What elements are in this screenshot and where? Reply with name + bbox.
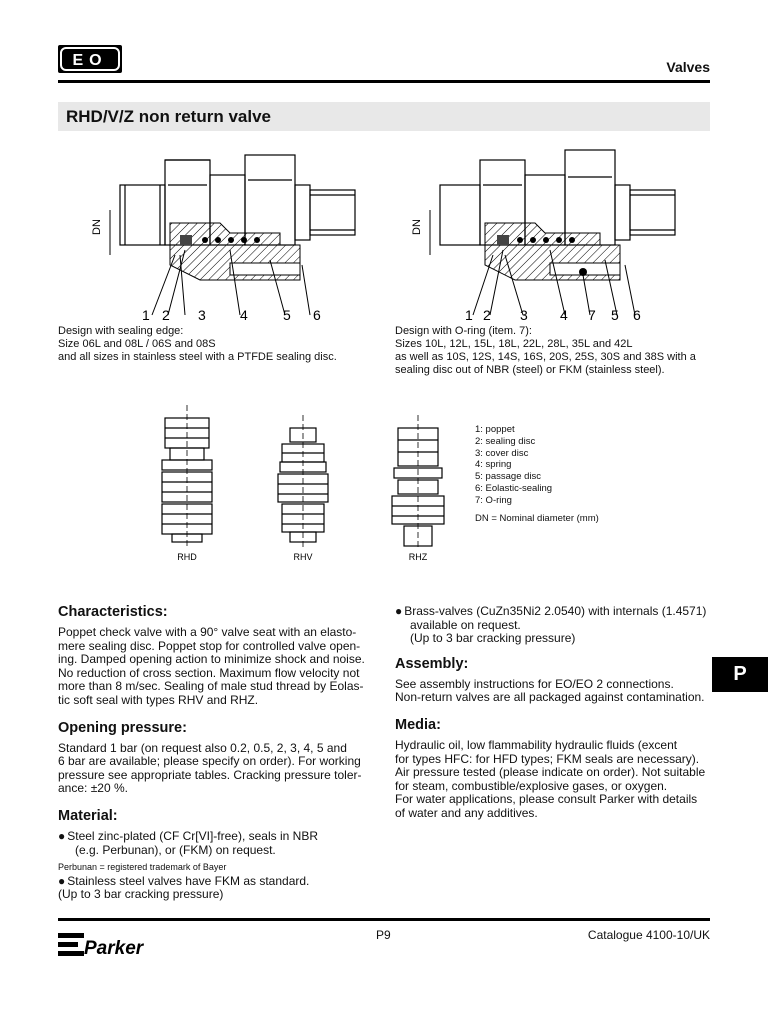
eo-logo-text: EO — [72, 52, 108, 69]
header-rule — [58, 80, 710, 83]
legend-item: 3: cover disc — [475, 447, 529, 459]
caption-sealing-edge: Design with sealing edge: Size 06L and 08L / 06S and 08S and all sizes in stainless steel with a PTFDE sealing disc. — [58, 325, 337, 363]
variant-rhv-drawing — [278, 415, 328, 548]
callout-3-left: 3 — [198, 307, 206, 323]
callout-3-right: 3 — [520, 307, 528, 323]
variant-label-rhv: RHV — [293, 552, 313, 562]
media-text: Hydraulic oil, low flammability hydraulic fluids (excent for types HFC: for HFD types; FKM seals are necessary). Air pressure tested (please indicate on order). Not suitable for steam, combustible/explosive gases, or oxygen. For water applications, please consult Parker with details of water and any additives. — [395, 737, 706, 820]
header-category: Valves — [666, 59, 710, 75]
eo-logo — [58, 45, 122, 73]
callout-7-right: 7 — [588, 307, 596, 323]
variant-drawings — [150, 400, 450, 575]
parker-logo — [58, 930, 150, 967]
heading-assembly: Assembly: — [395, 655, 469, 672]
opening-pressure-text: Standard 1 bar (on request also 0.2, 0.5, 2, 3, 4, 5 and 6 bar are available; please specify on order). For working pressure see appropriate tables. Cracking pressure toler- ance: ±20 %. — [58, 740, 362, 796]
heading-media: Media: — [395, 716, 441, 733]
perbunan-footnote: Perbunan = registered trademark of Bayer — [58, 862, 227, 873]
page-number: P9 — [376, 928, 391, 942]
legend-item: 6: Eolastic-sealing — [475, 482, 553, 494]
callout-5-right: 5 — [611, 307, 619, 323]
legend-item: 2: sealing disc — [475, 435, 536, 447]
left-column — [58, 604, 374, 902]
legend-item: 4: spring — [475, 459, 512, 471]
legend-item: 1: poppet — [475, 424, 515, 435]
heading-opening-pressure: Opening pressure: — [58, 719, 187, 736]
parker-logo-text: Parker — [84, 938, 144, 959]
callout-1-left: 1 — [142, 307, 150, 323]
footer-rule — [58, 918, 710, 921]
caption-o-ring: Design with O-ring (item. 7): Sizes 10L, 12L, 15L, 18L, 22L, 28L, 35L and 42L as well as 10S, 12S, 14S, 16S, 20S, 25S, 30S and 38S with a sealing disc out of NBR (steel) or FKM (stainless steel). — [395, 325, 696, 376]
legend-item: 7: O-ring — [475, 494, 512, 506]
legend-item: 5: passage disc — [475, 471, 542, 483]
material-text: ● Steel zinc-plated (CF Cr[VI]-free), seals in NBR (e.g. Perbunan), or (FKM) on request. Perbunan = registered trademark of Bayer ● Stainless steel valves have FKM as standard. (Up to 3 bar cracking pressure) — [58, 830, 374, 902]
heading-characteristics: Characteristics: — [58, 604, 168, 620]
callout-5-left: 5 — [283, 307, 291, 323]
page-title: RHD/V/Z non return valve — [66, 107, 271, 126]
catalogue-number: Catalogue 4100-10/UK — [587, 928, 710, 942]
callout-4-left: 4 — [240, 307, 248, 323]
material-bullet-1: ● Steel zinc-plated (CF Cr[VI]-free), seals in NBR — [58, 830, 374, 844]
callout-2-left: 2 — [162, 307, 170, 323]
assembly-text: See assembly instructions for EO/EO 2 connections. Non-return valves are all packaged against contamination. — [395, 676, 705, 705]
characteristics-text: Poppet check valve with a 90° valve seat with an elasto- mere sealing disc. Poppet stop for controlled valve open- ing. Damped opening action to minimize shock and noise. No reduction of cross section. Maximum flow velocity not more than 8 m/sec. Sealing of male stud thread by Eolas- tic soft seal with types RHV and RHZ. — [58, 625, 365, 707]
brass-bullet: ● Brass-valves (CuZn35Ni2 2.0540) with internals (1.4571) — [395, 605, 711, 619]
drawing-sealing-edge — [80, 145, 370, 330]
variant-label-rhd: RHD — [177, 552, 197, 562]
callout-6-left: 6 — [313, 307, 321, 323]
right-column — [395, 605, 711, 821]
variant-rhz-drawing — [392, 415, 444, 550]
brass-text: ● Brass-valves (CuZn35Ni2 2.0540) with internals (1.4571) available on request. (Up to 3 bar cracking pressure) — [395, 605, 711, 646]
legend-note: DN = Nominal diameter (mm) — [475, 512, 599, 524]
section-title-bar — [58, 102, 710, 131]
callout-6-right: 6 — [633, 307, 641, 323]
variant-label-rhz: RHZ — [408, 552, 428, 562]
material-bullet-2: ● Stainless steel valves have FKM as standard. — [58, 875, 374, 889]
section-tab-p[interactable]: P — [712, 657, 768, 692]
callout-2-right: 2 — [483, 307, 491, 323]
parts-legend — [475, 424, 599, 524]
dn-label-left: DN — [91, 219, 103, 235]
variant-rhd-drawing — [162, 405, 212, 548]
dn-label-right: DN — [411, 219, 423, 235]
drawing-o-ring — [405, 145, 695, 330]
callout-4-right: 4 — [560, 307, 568, 323]
heading-material: Material: — [58, 807, 118, 824]
callout-1-right: 1 — [465, 307, 473, 323]
